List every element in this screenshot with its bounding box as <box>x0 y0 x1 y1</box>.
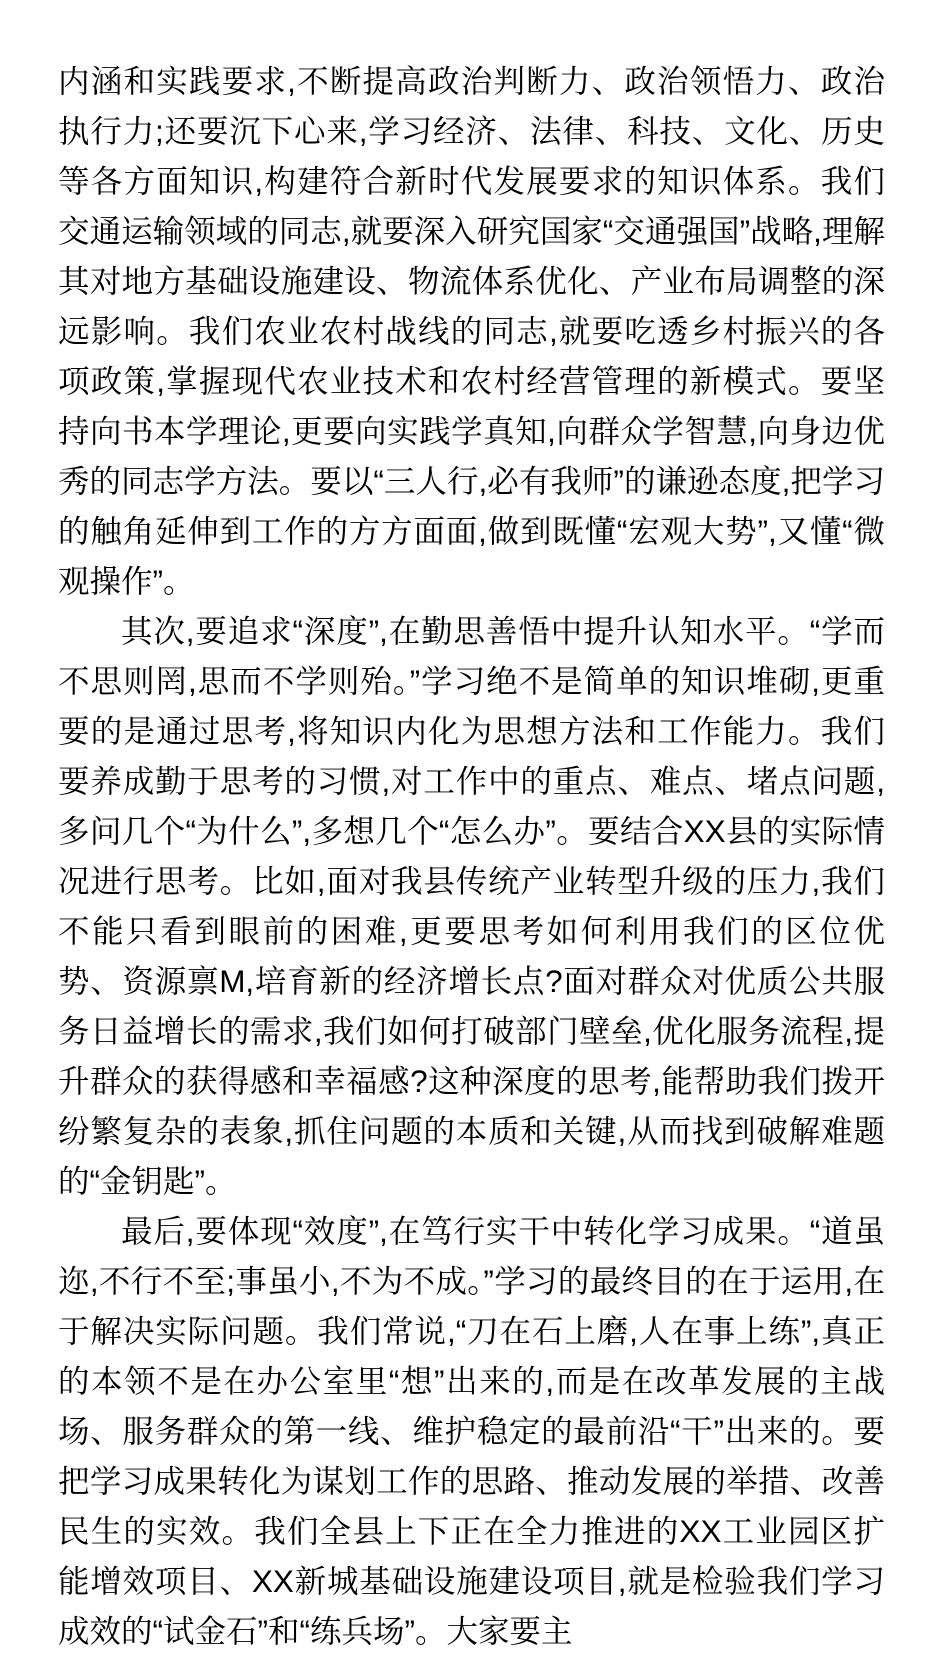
document-body <box>58 56 885 1656</box>
paragraph-shendu: 其次,要追求“深度”,在勤思善悟中提升认知水平。“学而不思则罔,思而不学则殆。”学习绝不是简单的知识堆砌,更重要的是通过思考,将知识内化为思想方法和工作能力。我们要养成勤于思考的习惯,对工作中的重点、难点、堵点问题,多问几个“为什么”,多想几个“怎么办”。要结合XX县的实际情况进行思考。比如,面对我县传统产业转型升级的压力,我们不能只看到眼前的困难,更要思考如何利用我们的区位优势、资源禀M,培育新的经济增长点?面对群众对优质公共服务日益增长的需求,我们如何打破部门壁垒,优化服务流程,提升群众的获得感和幸福感?这种深度的思考,能帮助我们拨开纷繁复杂的表象,抓住问题的本质和关键,从而找到破解难题的“金钥匙”。 <box>58 613 885 1199</box>
paragraph-xiaodu: 最后,要体现“效度”,在笃行实干中转化学习成果。“道虽迩,不行不至;事虽小,不为不成。”学习的最终目的在于运用,在于解决实际问题。我们常说,“刀在石上磨,人在事上练”,真正的本领不是在办公室里“想”出来的,而是在改革发展的主战场、服务群众的第一线、维护稳定的最前沿“干”出来的。要把学习成果转化为谋划工作的思路、推动发展的举措、改善民生的实效。我们全县上下正在全力推进的XX工业园区扩能增效项目、XX新城基础设施建设项目,就是检验我们学习成效的“试金石”和“练兵场”。大家要主 <box>58 1213 885 1649</box>
paragraph-continuation: 内涵和实践要求,不断提高政治判断力、政治领悟力、政治执行力;还要沉下心来,学习经济、法律、科技、文化、历史等各方面知识,构建符合新时代发展要求的知识体系。我们交通运输领域的同志,就要深入研究国家“交通强国”战略,理解其对地方基础设施建设、物流体系优化、产业布局调整的深远影响。我们农业农村战线的同志,就要吃透乡村振兴的各项政策,掌握现代农业技术和农村经营管理的新模式。要坚持向书本学理论,更要向实践学真知,向群众学智慧,向身边优秀的同志学方法。要以“三人行,必有我师”的谦逊态度,把学习的触角延伸到工作的方方面面,做到既懂“宏观大势”,又懂“微观操作”。 <box>58 63 885 599</box>
